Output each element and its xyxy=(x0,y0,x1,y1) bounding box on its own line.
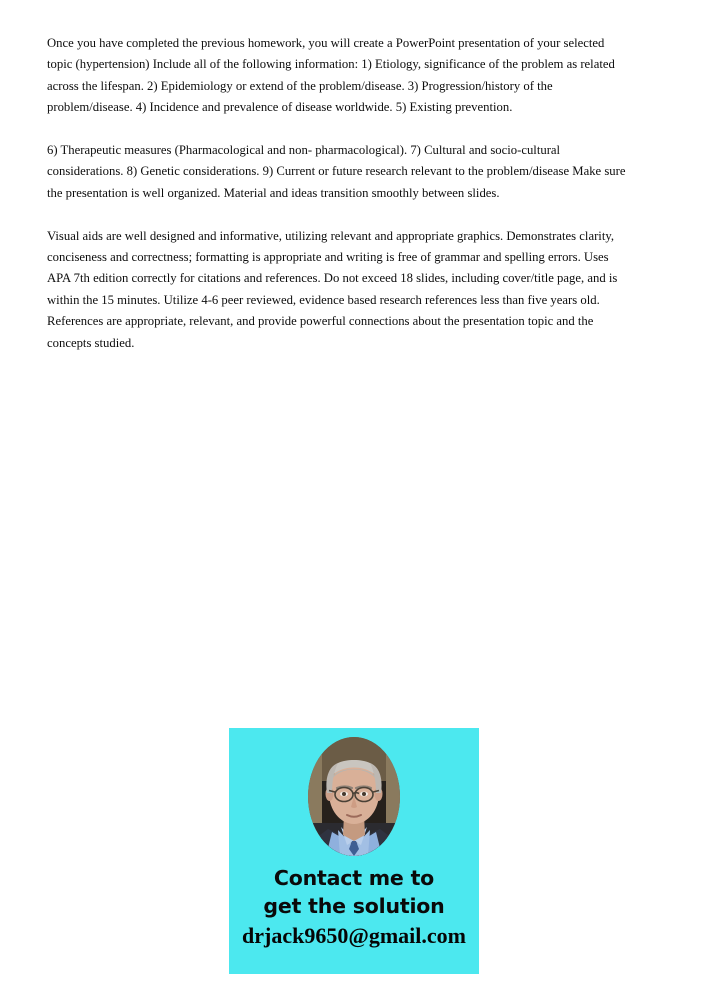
contact-line-2: get the solution xyxy=(263,894,445,918)
paragraph-1: Once you have completed the previous homework, you will create a PowerPoint presentation of your selected topic (hypertension) Include all of the following information: 1) Etiology, significance of the problem as related across the lifespan. 2) Epidemiology or extend of the problem/disease. 3) Progression/history of the problem/disease. 4) Incidence and prevalence of disease worldwide. 5) Existing prevention. xyxy=(47,36,615,115)
paragraph-2: 6) Therapeutic measures (Pharmacological and non- pharmacological). 7) Cultural and socio-cultural considerations. 8) Genetic considerations. 9) Current or future research relevant to the problem/disease Make sure the presentation is well organized. Material and ideas transition smoothly between slides. xyxy=(47,143,626,200)
contact-line-1: Contact me to xyxy=(273,866,435,890)
avatar xyxy=(308,737,400,856)
document-body xyxy=(47,33,627,354)
paragraph-3: Visual aids are well designed and informative, utilizing relevant and appropriate graphics. Demonstrates clarity, conciseness and correctness; formatting is appropriate and writing is free of grammar and spelling errors. Uses APA 7th edition correctly for citations and references. Do not exceed 18 slides, including cover/title page, and is within the 15 minutes. Utilize 4-6 peer reviewed, evidence based research references less than five years old. References are appropriate, relevant, and provide powerful connections about the presentation topic and the concepts studied. xyxy=(47,228,618,350)
portrait-photo-icon xyxy=(308,737,400,856)
contact-card xyxy=(229,728,479,974)
contact-email[interactable]: drjack9650@gmail.com xyxy=(242,923,466,948)
